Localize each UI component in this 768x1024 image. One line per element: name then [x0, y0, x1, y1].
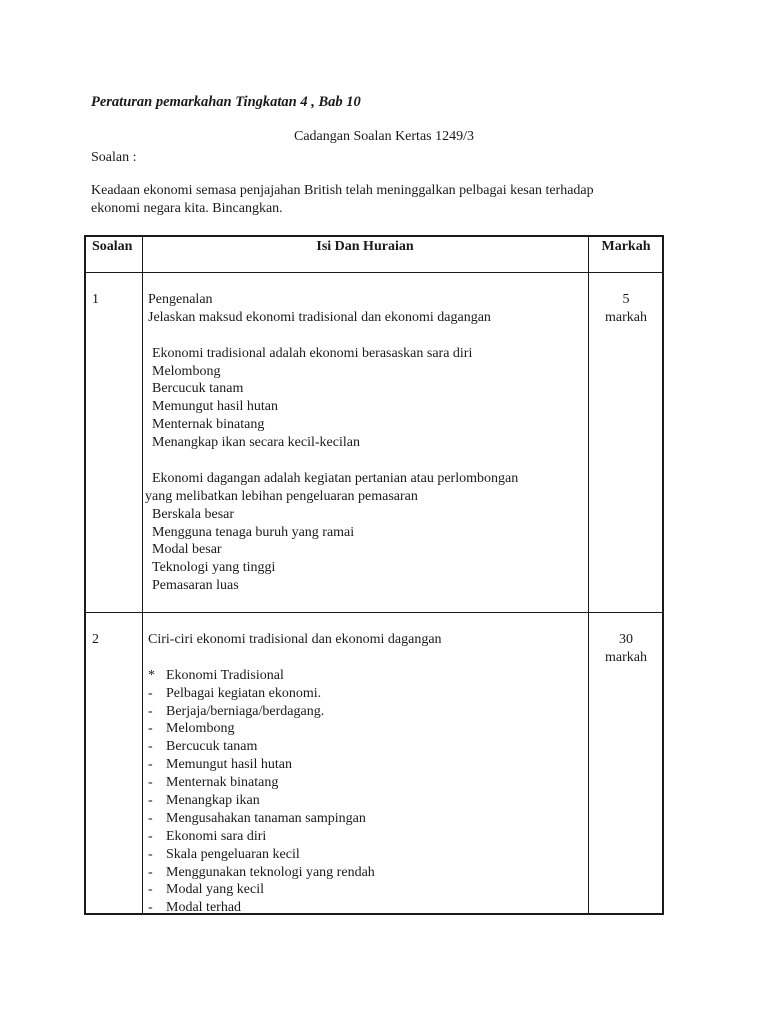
list-item-text: Memungut hasil hutan: [166, 757, 292, 773]
list-item: Modal besar: [152, 542, 222, 558]
marks-unit: markah: [605, 309, 647, 325]
list-item-text: Berjaja/berniaga/berdagang.: [166, 703, 325, 719]
list-item-text: Bercucuk tanam: [166, 739, 258, 755]
section-heading: [148, 667, 582, 685]
dash-bullet-icon: -: [148, 864, 153, 880]
question-line: Keadaan ekonomi semasa penjajahan British telah meninggalkan pelbagai kesan terhadap: [91, 183, 594, 198]
content-title: Pengenalan: [148, 292, 213, 307]
list-item: Pemasaran luas: [152, 578, 239, 594]
list-item: [148, 774, 582, 792]
list-item: Menangkap ikan secara kecil-kecilan: [152, 435, 360, 451]
content-subtitle: Jelaskan maksud ekonomi tradisional dan ekonomi dagangan: [148, 309, 491, 325]
list-item: [148, 881, 582, 899]
list-item: Memungut hasil hutan: [152, 399, 278, 415]
row-divider: [86, 272, 662, 273]
marks-unit: markah: [605, 649, 647, 665]
list-item-text: Pelbagai kegiatan ekonomi.: [166, 685, 322, 701]
list-item: Bercucuk tanam: [152, 381, 244, 397]
dash-bullet-icon: -: [148, 828, 153, 844]
row-marks: [588, 631, 664, 667]
document-subtitle: Cadangan Soalan Kertas 1249/3: [293, 129, 474, 144]
dash-bullet-icon: -: [148, 739, 153, 755]
dash-bullet-icon: -: [148, 793, 153, 809]
content-title: Ciri-ciri ekonomi tradisional dan ekonomi dagangan: [148, 632, 442, 647]
row-content: [148, 631, 582, 917]
row-number: 2: [92, 632, 99, 647]
list-item: [148, 756, 582, 774]
dash-bullet-icon: -: [148, 775, 153, 791]
list-item-text: Menternak binatang: [166, 775, 279, 791]
list-item-text: Modal yang kecil: [166, 882, 264, 898]
column-divider: [142, 237, 143, 913]
list-item: Teknologi yang tinggi: [152, 560, 276, 576]
question-text: [91, 182, 651, 218]
section-title: Ekonomi Tradisional: [166, 667, 284, 683]
dash-bullet-icon: -: [148, 721, 153, 737]
list-item: Mengguna tenaga buruh yang ramai: [152, 524, 355, 540]
marks-value: 30: [619, 632, 633, 647]
list-item: Menternak binatang: [152, 417, 265, 433]
header-soalan: Soalan: [92, 239, 133, 254]
question-line: ekonomi negara kita. Bincangkan.: [91, 201, 283, 216]
header-isi-dan-huraian: Isi Dan Huraian: [316, 239, 414, 254]
list-item: [148, 828, 582, 846]
column-divider: [588, 237, 589, 913]
row-content: [145, 291, 582, 595]
content-paragraph: yang melibatkan lebihan pengeluaran pemasaran: [145, 488, 418, 504]
dash-list: [148, 685, 582, 918]
list-item-text: Ekonomi sara diri: [166, 828, 267, 844]
dash-bullet-icon: -: [148, 703, 153, 719]
list-item-text: Menangkap ikan: [166, 793, 260, 809]
list-item-text: Modal terhad: [166, 900, 242, 916]
list-item: [148, 899, 582, 917]
dash-bullet-icon: -: [148, 810, 153, 826]
dash-bullet-icon: -: [148, 846, 153, 862]
content-paragraph: Ekonomi tradisional adalah ekonomi berasaskan sara diri: [152, 345, 473, 361]
list-item: [148, 720, 582, 738]
list-item-text: Melombong: [166, 721, 235, 737]
row-marks: [588, 291, 664, 327]
document-heading: Peraturan pemarkahan Tingkatan 4 , Bab 10: [91, 94, 361, 110]
list-item: [148, 685, 582, 703]
marks-value: 5: [622, 292, 630, 307]
list-item: [148, 864, 582, 882]
list-item: [148, 738, 582, 756]
header-markah: Markah: [601, 239, 651, 254]
list-item: [148, 703, 582, 721]
list-item: Melombong: [152, 363, 221, 379]
dash-bullet-icon: -: [148, 685, 153, 701]
list-item-text: Menggunakan teknologi yang rendah: [166, 864, 375, 880]
marking-table: [84, 235, 664, 915]
asterisk-bullet-icon: *: [148, 667, 155, 683]
content-paragraph: Ekonomi dagangan adalah kegiatan pertanian atau perlombongan: [152, 470, 519, 486]
dash-bullet-icon: -: [148, 900, 153, 916]
soalan-label: Soalan :: [91, 150, 137, 165]
dash-bullet-icon: -: [148, 757, 153, 773]
list-item-text: Mengusahakan tanaman sampingan: [166, 810, 366, 826]
dash-bullet-icon: -: [148, 882, 153, 898]
list-item: [148, 846, 582, 864]
row-number: 1: [92, 292, 99, 307]
row-divider: [86, 612, 662, 613]
list-item: Berskala besar: [152, 506, 235, 522]
list-item: [148, 792, 582, 810]
list-item: [148, 810, 582, 828]
list-item-text: Skala pengeluaran kecil: [166, 846, 300, 862]
